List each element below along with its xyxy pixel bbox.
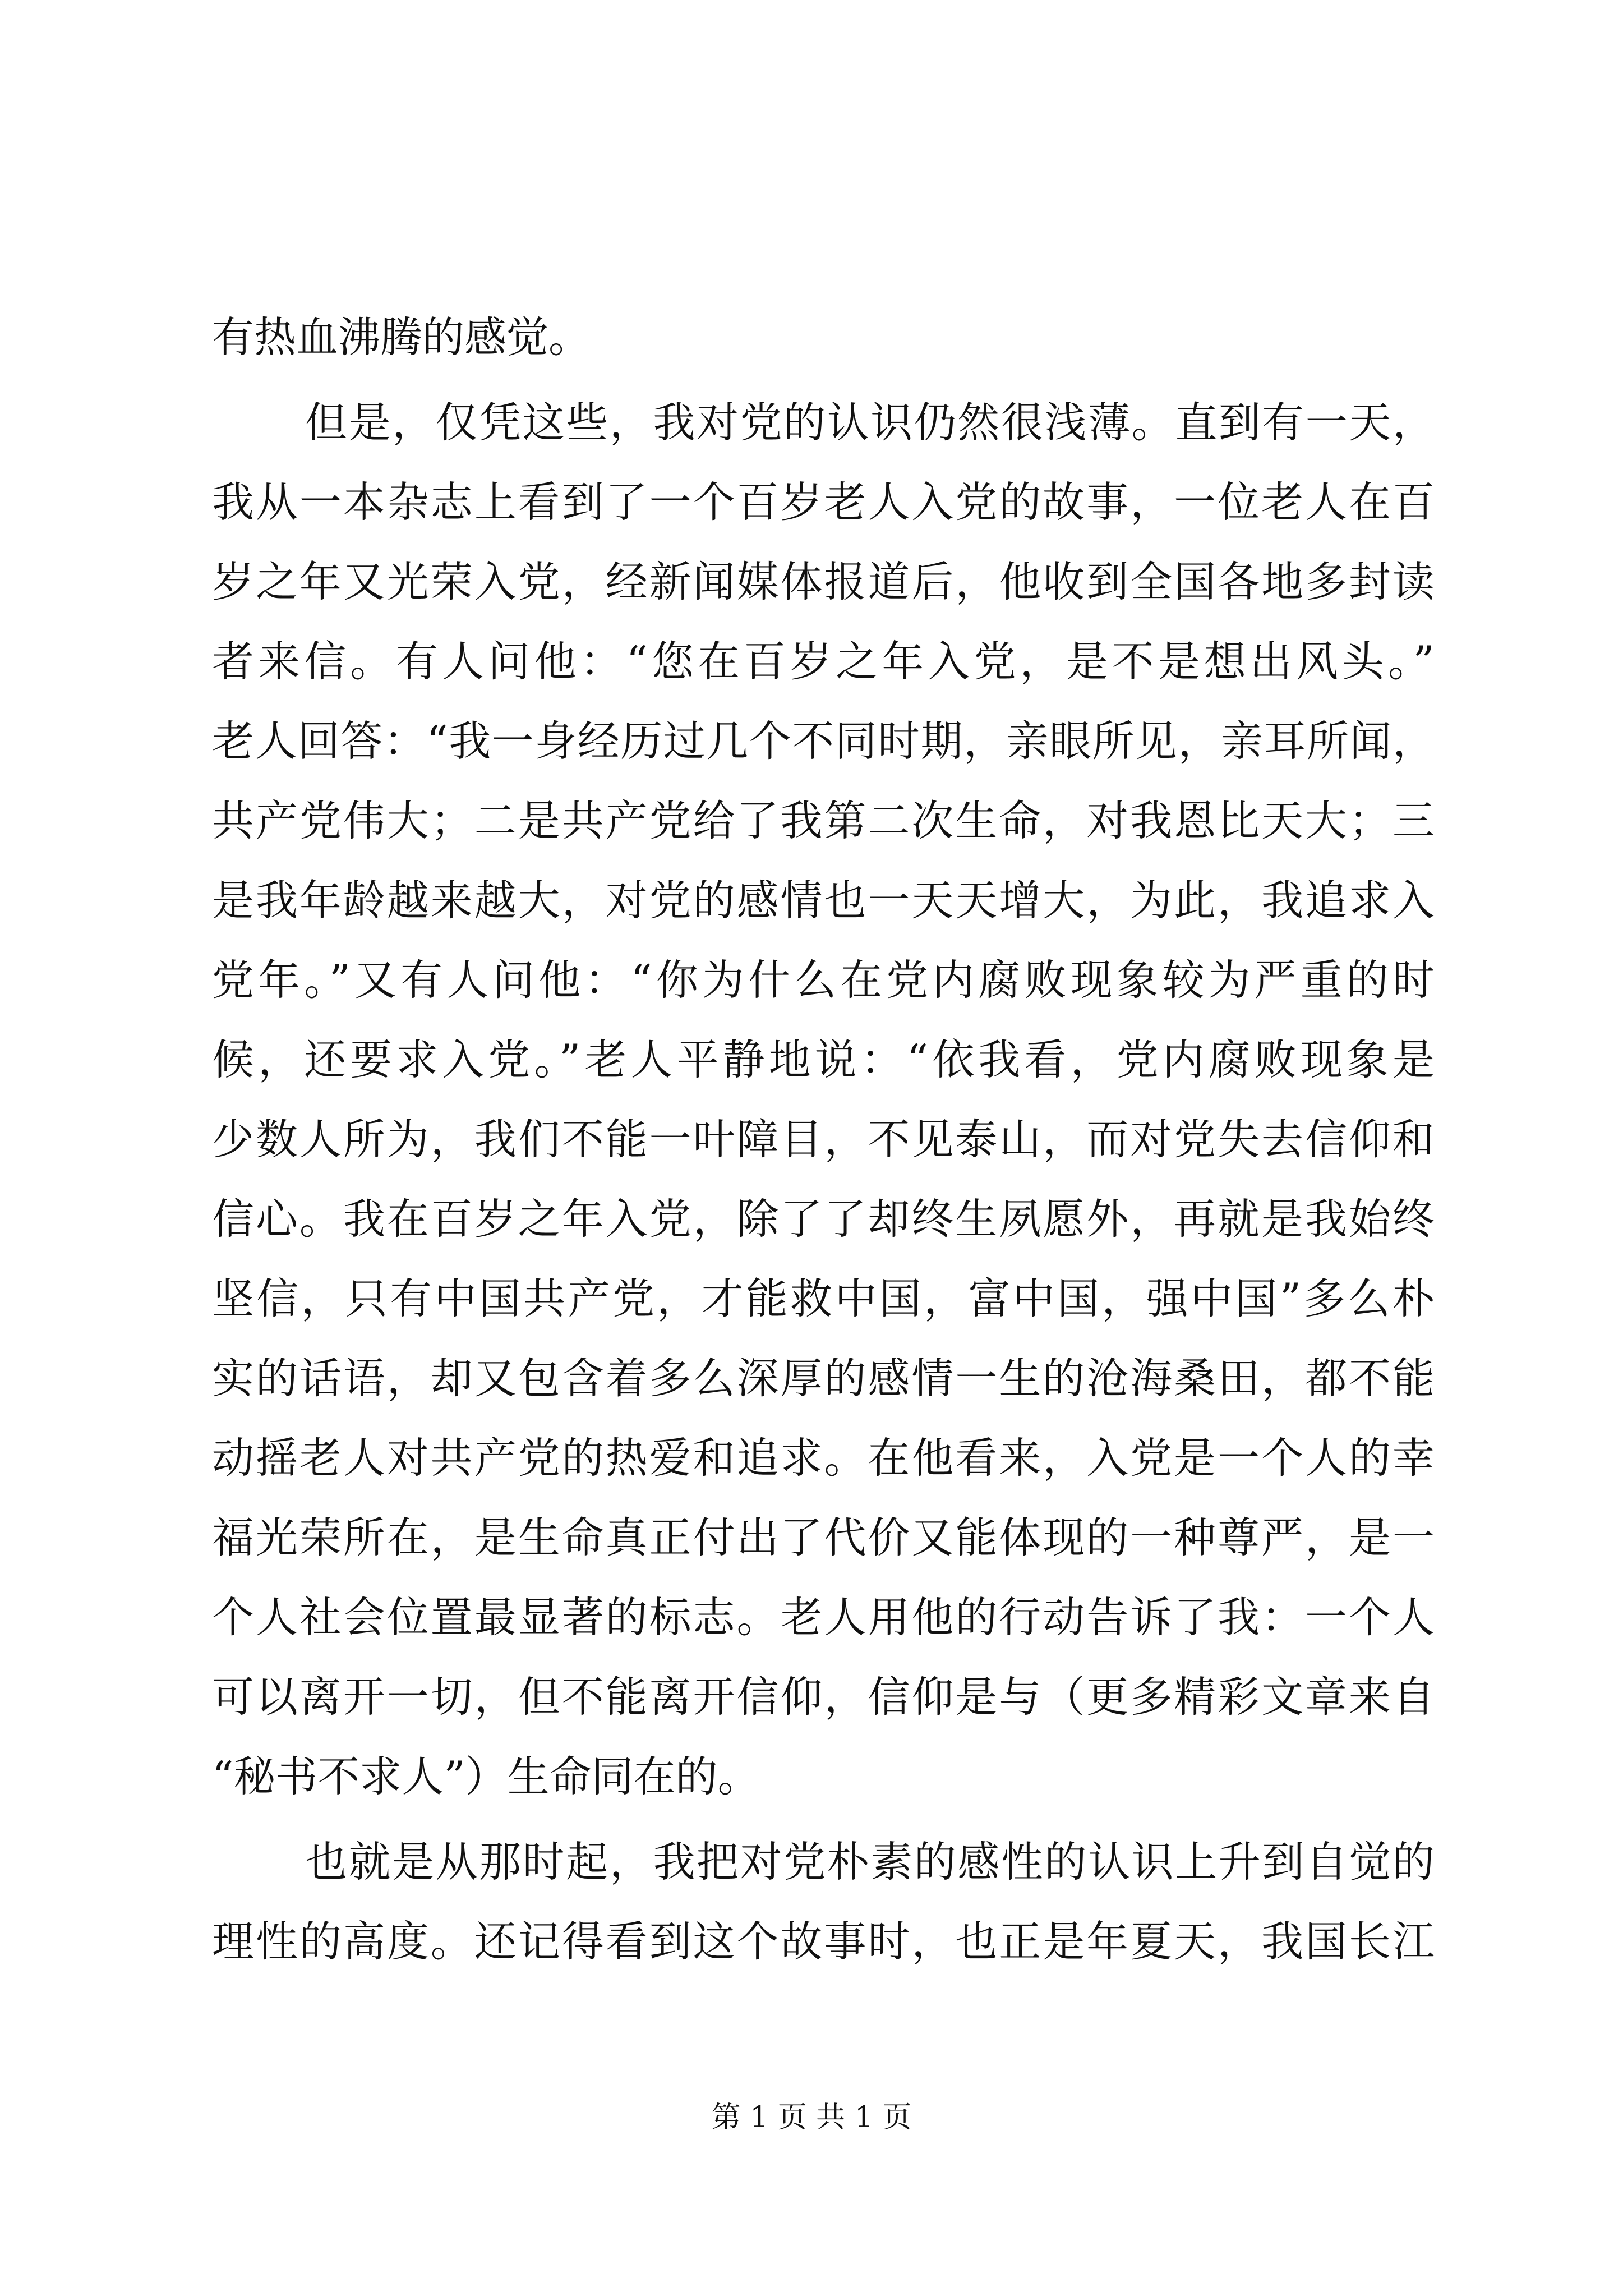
text-line: 少数人所为，我们不能一叶障目，不见泰山，而对党失去信仰和 <box>212 1115 1435 1164</box>
text-line: 可以离开一切，但不能离开信仰，信仰是与（更多精彩文章来自 <box>212 1672 1435 1722</box>
paragraph <box>212 383 1435 1816</box>
text-line: 个人社会位置最显著的标志。老人用他的行动告诉了我：一个人 <box>212 1593 1435 1642</box>
page-footer: 第 1 页 共 1 页 <box>711 2101 912 2134</box>
text-line: 实的话语，却又包含着多么深厚的感情一生的沧海桑田，都不能 <box>212 1354 1435 1403</box>
text-line: 信心。我在百岁之年入党，除了了却终生夙愿外，再就是我始终 <box>212 1194 1435 1244</box>
text-line: “秘书不求人”）生命同在的。 <box>212 1752 760 1801</box>
paragraph <box>212 1822 1435 1981</box>
text-line: 有热血沸腾的感觉。 <box>212 312 591 362</box>
paragraph-gap <box>212 1816 1435 1822</box>
text-line: 也就是从那时起，我把对党朴素的感性的认识上升到自觉的 <box>305 1837 1435 1887</box>
text-line: 理性的高度。还记得看到这个故事时，也正是年夏天，我国长江 <box>212 1917 1435 1966</box>
paragraph-gap <box>212 377 1435 383</box>
text-line: 动摇老人对共产党的热爱和追求。在他看来，入党是一个人的幸 <box>212 1433 1435 1483</box>
text-line: 候，还要求入党。”老人平静地说：“依我看，党内腐败现象是 <box>212 1035 1435 1084</box>
text-line: 共产党伟大；二是共产党给了我第二次生命，对我恩比天大；三 <box>212 796 1435 845</box>
document-body <box>212 297 1435 1981</box>
paragraph <box>212 297 1435 377</box>
text-line: 岁之年又光荣入党，经新闻媒体报道后，他收到全国各地多封读 <box>212 557 1435 606</box>
text-line: 党年。”又有人问他：“你为什么在党内腐败现象较为严重的时 <box>212 955 1435 1005</box>
text-line: 福光荣所在，是生命真正付出了代价又能体现的一种尊严，是一 <box>212 1513 1435 1562</box>
text-line: 老人回答：“我一身经历过几个不同时期，亲眼所见，亲耳所闻， <box>212 716 1435 766</box>
text-line: 是我年龄越来越大，对党的感情也一天天增大，为此，我追求入 <box>212 876 1435 925</box>
text-line: 我从一本杂志上看到了一个百岁老人入党的故事，一位老人在百 <box>212 477 1435 527</box>
text-line: 者来信。有人问他：“您在百岁之年入党，是不是想出风头。” <box>212 637 1435 686</box>
text-line: 坚信，只有中国共产党，才能救中国，富中国，强中国”多么朴 <box>212 1274 1435 1323</box>
text-line: 但是，仅凭这些，我对党的认识仍然很浅薄。直到有一天， <box>305 398 1435 447</box>
